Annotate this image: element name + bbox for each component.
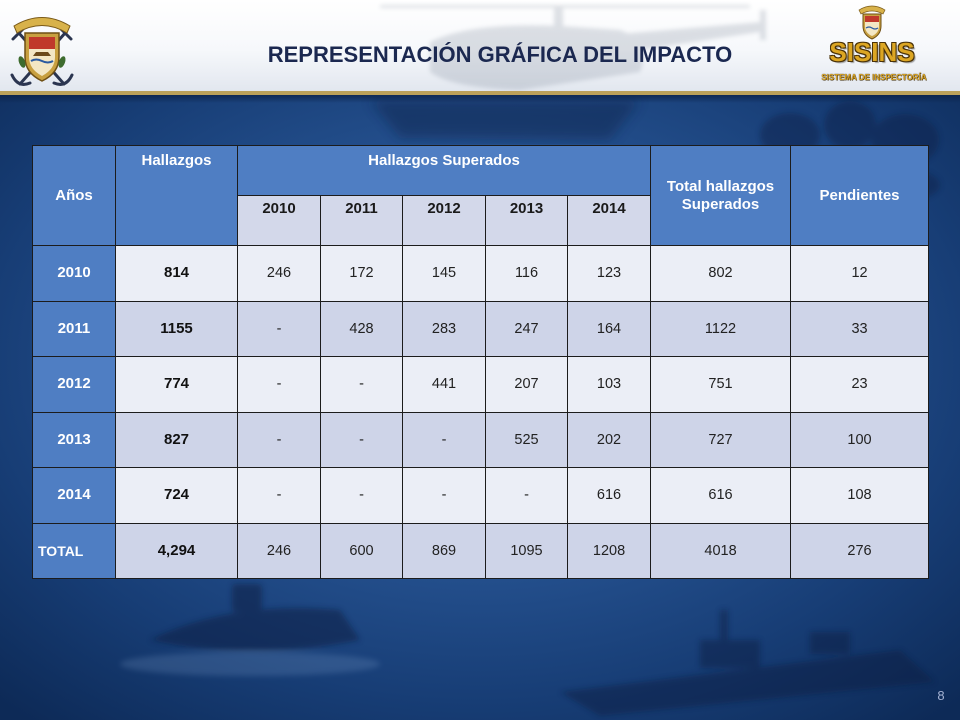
- resolved-cell: 246: [238, 246, 321, 302]
- table-row-total: [33, 523, 929, 579]
- resolved-cell: 869: [403, 523, 486, 579]
- resolved-cell: 103: [568, 357, 651, 413]
- brand-name: SISINS: [829, 37, 915, 67]
- resolved-cell: 145: [403, 246, 486, 302]
- pending-cell: 108: [791, 468, 929, 524]
- findings-cell: 814: [116, 246, 238, 302]
- header-total-resolved: Total hallazgos Superados: [651, 146, 791, 246]
- total-label-cell: TOTAL: [33, 523, 116, 579]
- header-resolved-year: 2010: [238, 196, 321, 246]
- total-resolved-cell: 1122: [651, 301, 791, 357]
- brand-subtitle: SISTEMA DE INSPECTORÍA: [821, 73, 927, 82]
- resolved-cell: 441: [403, 357, 486, 413]
- findings-cell: 1155: [116, 301, 238, 357]
- resolved-cell: -: [238, 468, 321, 524]
- header-resolved-year: 2012: [403, 196, 486, 246]
- resolved-cell: -: [486, 468, 568, 524]
- resolved-cell: 283: [403, 301, 486, 357]
- resolved-cell: 202: [568, 412, 651, 468]
- year-cell: 2014: [33, 468, 116, 524]
- resolved-cell: -: [238, 301, 321, 357]
- table-row: [33, 301, 929, 357]
- header-resolved-group: Hallazgos Superados: [238, 146, 651, 196]
- findings-cell: 774: [116, 357, 238, 413]
- resolved-cell: 172: [321, 246, 403, 302]
- navy-crest-logo: [9, 12, 75, 89]
- header-resolved-year: 2014: [568, 196, 651, 246]
- header-years: Años: [33, 146, 116, 246]
- resolved-cell: -: [403, 468, 486, 524]
- total-resolved-cell: 802: [651, 246, 791, 302]
- resolved-cell: 164: [568, 301, 651, 357]
- table-row: [33, 246, 929, 302]
- submarine-silhouette: [120, 584, 380, 676]
- total-resolved-cell: 4018: [651, 523, 791, 579]
- findings-cell: 4,294: [116, 523, 238, 579]
- resolved-cell: 428: [321, 301, 403, 357]
- table-container: [32, 145, 928, 579]
- pending-cell: 276: [791, 523, 929, 579]
- warship-silhouette: [560, 610, 935, 716]
- resolved-cell: 207: [486, 357, 568, 413]
- resolved-cell: -: [238, 357, 321, 413]
- resolved-cell: 525: [486, 412, 568, 468]
- resolved-cell: -: [403, 412, 486, 468]
- pending-cell: 33: [791, 301, 929, 357]
- total-resolved-cell: 616: [651, 468, 791, 524]
- resolved-cell: 116: [486, 246, 568, 302]
- resolved-cell: 616: [568, 468, 651, 524]
- header-findings: Hallazgos: [116, 146, 238, 246]
- year-cell: 2010: [33, 246, 116, 302]
- header-resolved-year: 2011: [321, 196, 403, 246]
- header-pending: Pendientes: [791, 146, 929, 246]
- total-resolved-cell: 751: [651, 357, 791, 413]
- pending-cell: 100: [791, 412, 929, 468]
- table-row: [33, 468, 929, 524]
- total-resolved-cell: 727: [651, 412, 791, 468]
- resolved-cell: 1095: [486, 523, 568, 579]
- divider-shadow: [0, 95, 960, 103]
- resolved-cell: 246: [238, 523, 321, 579]
- resolved-cell: -: [238, 412, 321, 468]
- year-cell: 2013: [33, 412, 116, 468]
- slide-title: REPRESENTACIÓN GRÁFICA DEL IMPACTO: [267, 42, 733, 67]
- pending-cell: 12: [791, 246, 929, 302]
- resolved-cell: 247: [486, 301, 568, 357]
- resolved-cell: -: [321, 468, 403, 524]
- year-cell: 2011: [33, 301, 116, 357]
- resolved-cell: 600: [321, 523, 403, 579]
- resolved-cell: -: [321, 412, 403, 468]
- table-row: [33, 357, 929, 413]
- year-cell: 2012: [33, 357, 116, 413]
- resolved-cell: -: [321, 357, 403, 413]
- ship-bow-silhouette: [370, 100, 640, 140]
- impact-table: [32, 145, 929, 579]
- findings-cell: 827: [116, 412, 238, 468]
- resolved-cell: 1208: [568, 523, 651, 579]
- sisins-crest-logo: [856, 4, 888, 41]
- table-row: [33, 412, 929, 468]
- header-row: [33, 146, 929, 196]
- header-resolved-year: 2013: [486, 196, 568, 246]
- findings-cell: 724: [116, 468, 238, 524]
- resolved-cell: 123: [568, 246, 651, 302]
- pending-cell: 23: [791, 357, 929, 413]
- page-number: 8: [937, 688, 945, 703]
